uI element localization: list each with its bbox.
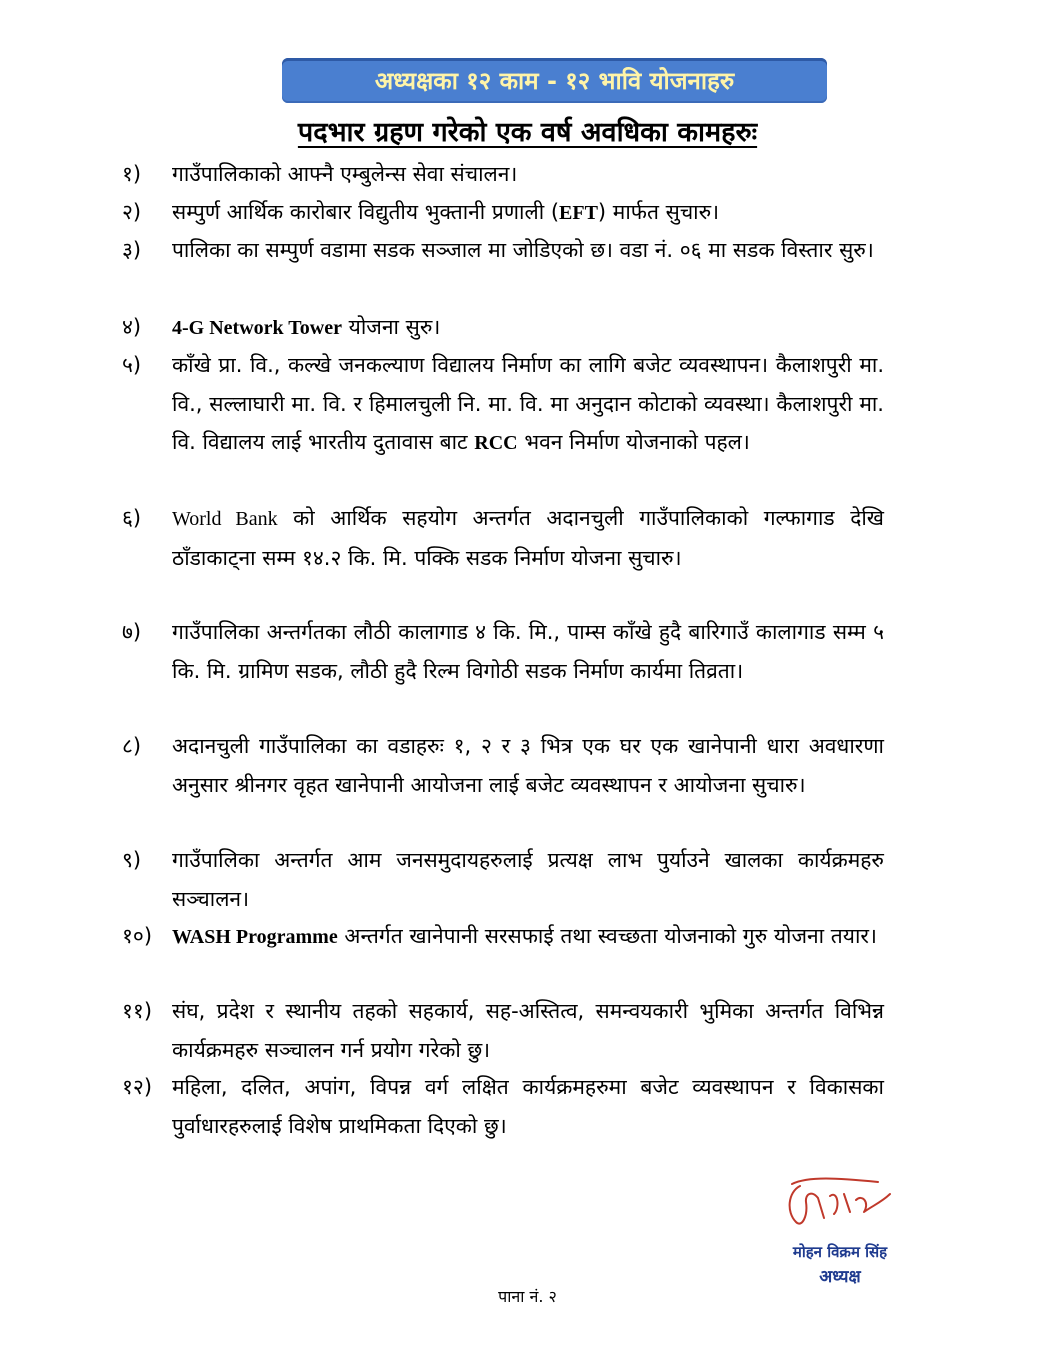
item-number: २) (122, 200, 142, 224)
item-text: World Bank को आर्थिक सहयोग अन्तर्गत अदानचुली गाउँपालिकाको गल्फागाड देखि ठाँडाकाट्ना सम्म १४.२ कि. मि. पक्कि सडक निर्माण योजना सुचारु। (172, 506, 884, 570)
signature-scribble (778, 1172, 898, 1242)
banner-title: अध्यक्षका १२ काम - १२ भावि योजनाहरु (374, 67, 735, 95)
item-number: ११) (122, 999, 153, 1023)
signature-block (760, 1172, 920, 1292)
signatory-title: अध्यक्ष (819, 1267, 861, 1287)
item-number: ५) (122, 353, 142, 377)
item-text: काँखे प्रा. वि., कल्खे जनकल्याण विद्यालय निर्माण का लागि बजेट व्यवस्थापन। कैलाशपुरी मा. वि., सल्लाघारी मा. वि. र हिमालचुली नि. मा. वि. मा अनुदान कोटाको व्यवस्था। कैलाशपुरी मा. वि. विद्यालय लाई भारतीय दुतावास बाट RCC भवन निर्माण योजनाको पहल। (172, 353, 884, 454)
item-number: ३) (122, 238, 142, 262)
item-number: १२) (122, 1075, 153, 1099)
item-text: गाउँपालिका अन्तर्गत आम जनसमुदायहरुलाई प्रत्यक्ष लाभ पुर्याउने खालका कार्यक्रमहरु सञ्चालन। (172, 848, 884, 911)
section-subtitle: पदभार ग्रहण गरेको एक वर्ष अवधिका कामहरुः (297, 117, 758, 148)
item-text: सम्पुर्ण आर्थिक कारोबार विद्युतीय भुक्तानी प्रणाली (EFT) मार्फत सुचारु। (172, 200, 720, 224)
item-text: WASH Programme अन्तर्गत खानेपानी सरसफाई तथा स्वच्छता योजनाको गुरु योजना तयार। (172, 924, 877, 948)
item-number: ८) (122, 734, 142, 758)
title-banner (282, 58, 827, 103)
item-text: पालिका का सम्पुर्ण वडामा सडक सञ्जाल मा जोडिएको छ। वडा नं. ०६ मा सडक विस्तार सुरु। (172, 238, 874, 262)
item-text: गाउँपालिकाको आफ्नै एम्बुलेन्स सेवा संचालन। (172, 162, 518, 186)
item-text: संघ, प्रदेश र स्थानीय तहको सहकार्य, सह-अस्तित्व, समन्वयकारी भुमिका अन्तर्गत विभिन्न कार्यक्रमहरु सञ्चालन गर्न प्रयोग गरेको छु। (172, 999, 884, 1062)
item-text: अदानचुली गाउँपालिका का वडाहरुः १, २ र ३ भित्र एक घर एक खानेपानी धारा अवधारणा अनुसार श्रीनगर वृहत खानेपानी आयोजना लाई बजेट व्यवस्थापन र आयोजना सुचारु। (172, 734, 884, 797)
item-number: ६) (122, 506, 142, 530)
item-text: 4-G Network Tower योजना सुरु। (172, 315, 441, 339)
signatory-name: मोहन विक्रम सिंह (792, 1243, 888, 1261)
page-number: पाना नं. २ (498, 1287, 557, 1306)
item-number: ७) (122, 620, 142, 644)
item-number: ४) (122, 315, 142, 339)
item-number: १) (122, 162, 142, 186)
item-text: महिला, दलित, अपांग, विपन्न वर्ग लक्षित कार्यक्रमहरुमा बजेट व्यवस्थापन र विकासका पुर्वाधारहरुलाई विशेष प्राथमिकता दिएको छु। (172, 1075, 884, 1138)
item-number: ९) (122, 848, 142, 872)
item-text: गाउँपालिका अन्तर्गतका लौठी कालागाड ४ कि. मि., पाम्स काँखे हुदै बारिगाउँ कालागाड सम्म ५ कि. मि. ग्रामिण सडक, लौठी हुदै रिल्म विगोठी सडक निर्माण कार्यमा तिव्रता। (172, 620, 884, 683)
item-number: १०) (122, 924, 153, 948)
